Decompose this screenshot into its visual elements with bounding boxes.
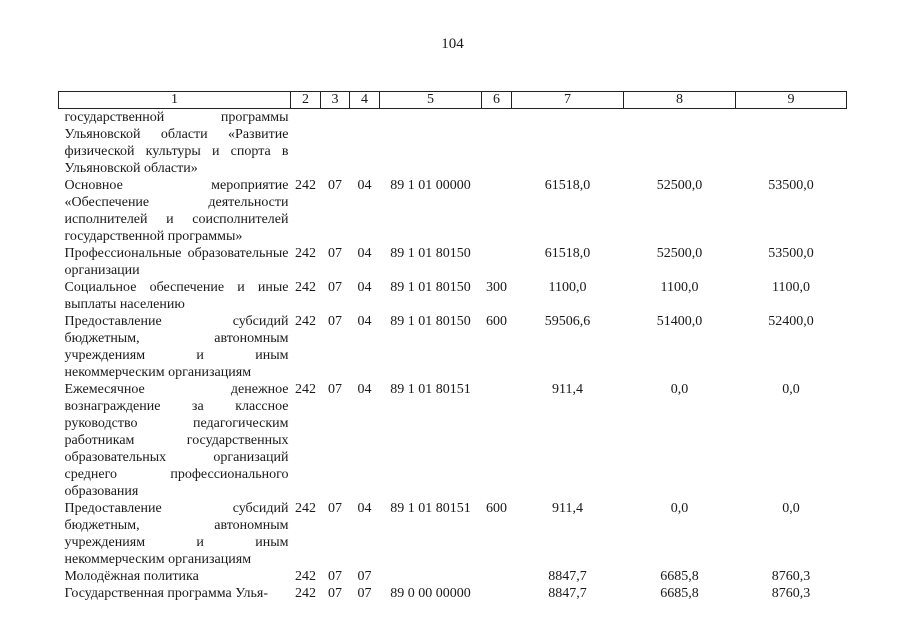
- column-header: 6: [482, 92, 512, 109]
- table-row: [59, 279, 847, 313]
- table-row: [59, 500, 847, 568]
- value-cell: 911,4: [552, 382, 583, 397]
- target-article-cell: 89 1 01 80151: [390, 501, 471, 516]
- value-cell: 6685,8: [660, 569, 699, 584]
- subsection-cell: 04: [357, 178, 372, 193]
- target-article-cell: [380, 109, 482, 178]
- section-cell: 07: [328, 178, 342, 193]
- column-header: 3: [321, 92, 350, 109]
- value-cell: 52500,0: [656, 178, 703, 193]
- column-header: 7: [512, 92, 624, 109]
- column-header: 2: [291, 92, 321, 109]
- subsection-cell: 07: [357, 586, 372, 601]
- table-row: [59, 585, 847, 602]
- kvsr-cell: [291, 109, 321, 178]
- section-cell: 07: [328, 382, 342, 397]
- table-row: [59, 313, 847, 381]
- row-name: Молодёжная политика: [64, 569, 199, 584]
- row-name: Социальное обеспечение и иные выплаты населению: [64, 280, 289, 312]
- kvsr-cell: 242: [295, 314, 316, 329]
- expense-type-cell: 300: [486, 280, 507, 295]
- column-header: 9: [736, 92, 847, 109]
- subsection-cell: 04: [357, 501, 372, 516]
- subsection-cell: 04: [357, 280, 372, 295]
- table-row: [59, 381, 847, 500]
- value-cell: 59506,6: [544, 314, 591, 329]
- subsection-cell: [350, 109, 380, 178]
- value-cell: 6685,8: [660, 586, 699, 601]
- table-row: [59, 109, 847, 178]
- column-header: 4: [350, 92, 380, 109]
- expense-type-cell: [482, 245, 512, 279]
- subsection-cell: 04: [357, 246, 372, 261]
- table-row: [59, 177, 847, 245]
- subsection-cell: 07: [357, 569, 372, 584]
- expense-type-cell: [482, 177, 512, 245]
- row-name: Предоставление субсидий бюджетным, автономным учреждениям и иным некоммерческим организациям: [64, 314, 289, 380]
- target-article-cell: 89 1 01 00000: [390, 178, 471, 193]
- section-cell: [321, 109, 350, 178]
- section-cell: 07: [328, 314, 342, 329]
- subsection-cell: 04: [357, 314, 372, 329]
- section-cell: 07: [328, 569, 342, 584]
- expense-type-cell: 600: [486, 501, 507, 516]
- subsection-cell: 04: [357, 382, 372, 397]
- value-cell: 0,0: [670, 501, 689, 516]
- expense-type-cell: [482, 381, 512, 500]
- row-name: Предоставление субсидий бюджетным, автономным учреждениям и иным некоммерческим организациям: [64, 501, 289, 567]
- row-name: Государственная программа Улья-: [64, 586, 268, 601]
- value-cell: 52400,0: [768, 314, 814, 329]
- section-cell: 07: [328, 246, 342, 261]
- kvsr-cell: 242: [295, 569, 316, 584]
- value-cell: 61518,0: [544, 178, 591, 193]
- value-cell: 1100,0: [548, 280, 587, 295]
- value-cell: 53500,0: [768, 246, 814, 261]
- kvsr-cell: 242: [295, 501, 316, 516]
- value-cell: [624, 109, 736, 178]
- target-article-cell: [380, 568, 482, 585]
- value-cell: 8760,3: [771, 569, 811, 584]
- table-row: [59, 568, 847, 585]
- target-article-cell: 89 1 01 80150: [390, 246, 471, 261]
- expense-type-cell: [482, 585, 512, 602]
- value-cell: 51400,0: [656, 314, 703, 329]
- target-article-cell: 89 1 01 80151: [390, 382, 471, 397]
- page-number: 104: [441, 36, 464, 52]
- section-cell: 07: [328, 280, 342, 295]
- value-cell: 52500,0: [656, 246, 703, 261]
- target-article-cell: 89 0 00 00000: [390, 586, 471, 601]
- row-name: государственной программы Ульяновской области «Развитие физической культуры и спорта в Ульяновской области»: [64, 110, 289, 176]
- value-cell: 1100,0: [660, 280, 699, 295]
- row-name: Профессиональные образовательные организации: [64, 246, 289, 278]
- table-row: [59, 245, 847, 279]
- expense-type-cell: [482, 568, 512, 585]
- header-row: [59, 92, 847, 109]
- value-cell: 53500,0: [768, 178, 814, 193]
- value-cell: 1100,0: [772, 280, 810, 295]
- column-header: 5: [380, 92, 482, 109]
- value-cell: 61518,0: [544, 246, 591, 261]
- value-cell: [736, 109, 847, 178]
- value-cell: 0,0: [670, 382, 689, 397]
- value-cell: 8847,7: [548, 569, 587, 584]
- section-cell: 07: [328, 586, 342, 601]
- value-cell: 8760,3: [771, 586, 811, 601]
- value-cell: 0,0: [782, 382, 800, 397]
- kvsr-cell: 242: [295, 586, 316, 601]
- table-body: [59, 109, 847, 603]
- row-name: Ежемесячное денежное вознаграждение за классное руководство педагогическим работникам государственных образовательных организаций среднего профессионального образования: [64, 382, 289, 499]
- budget-table: [58, 91, 847, 602]
- row-name: Основное мероприятие «Обеспечение деятельности исполнителей и соисполнителей государственной программы»: [64, 178, 289, 244]
- value-cell: 8847,7: [548, 586, 587, 601]
- kvsr-cell: 242: [295, 382, 316, 397]
- target-article-cell: 89 1 01 80150: [390, 314, 471, 329]
- expense-type-cell: 600: [486, 314, 507, 329]
- kvsr-cell: 242: [295, 280, 316, 295]
- kvsr-cell: 242: [295, 246, 316, 261]
- section-cell: 07: [328, 501, 342, 516]
- kvsr-cell: 242: [295, 178, 316, 193]
- value-cell: 911,4: [552, 501, 583, 516]
- expense-type-cell: [482, 109, 512, 178]
- column-header: 8: [624, 92, 736, 109]
- column-header: 1: [59, 92, 291, 109]
- target-article-cell: 89 1 01 80150: [390, 280, 471, 295]
- value-cell: [512, 109, 624, 178]
- value-cell: 0,0: [782, 501, 800, 516]
